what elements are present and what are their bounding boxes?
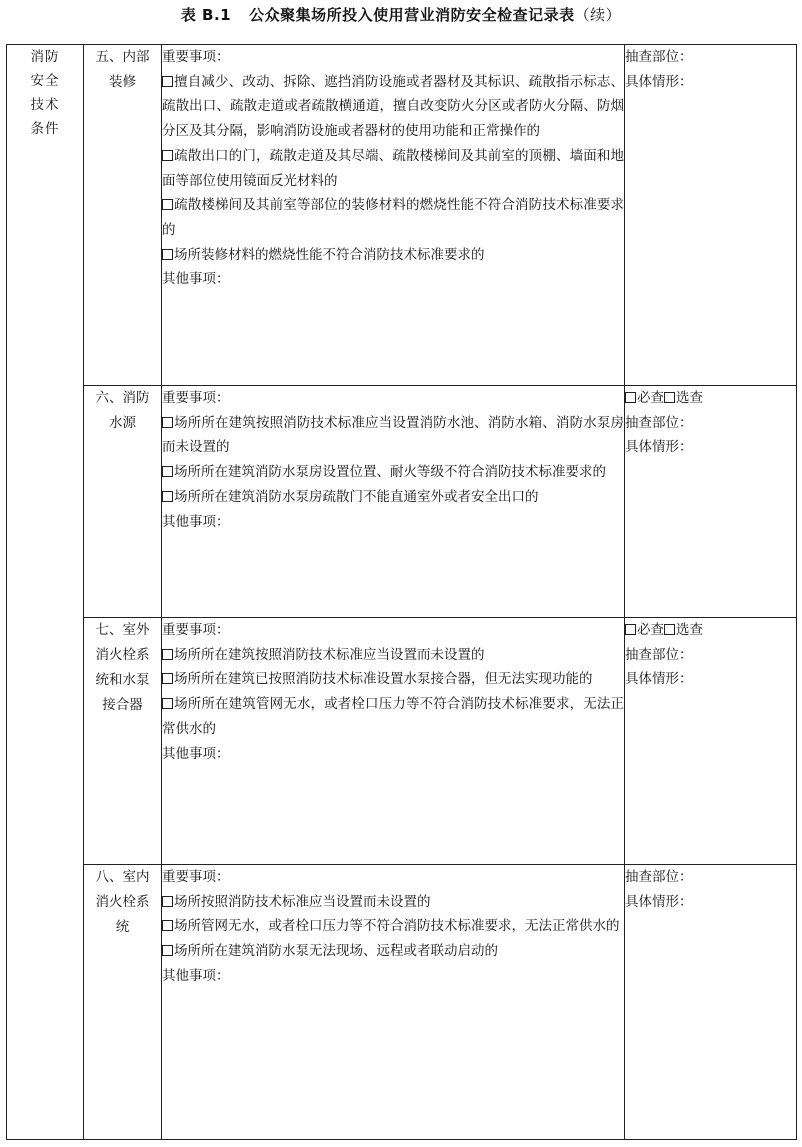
table-number: 表 B.1 (180, 6, 232, 24)
spot-check-cell (625, 45, 797, 386)
checkbox[interactable] (162, 417, 173, 428)
required-checkbox[interactable] (625, 392, 636, 403)
inspection-record-table (6, 44, 797, 1140)
checkbox[interactable] (162, 698, 173, 709)
check-item: 场所所在建筑管网无水，或者栓口压力等不符合消防技术标准要求，无法正常供水的 (162, 696, 624, 737)
check-item: 场所所在建筑按照消防技术标准应当设置而未设置的 (162, 643, 624, 668)
checkbox[interactable] (162, 945, 173, 956)
optional-checkbox[interactable] (664, 392, 675, 403)
major-items-label: 重要事项： (162, 49, 230, 65)
major-items-label: 重要事项： (162, 622, 230, 638)
item-name-cell (84, 865, 162, 1140)
table-title-text: 公众聚集场所投入使用营业消防安全检查记录表 (249, 6, 575, 24)
item-name-cell (84, 618, 162, 865)
spot-check-location-label: 抽查部位： (625, 646, 693, 663)
checkbox[interactable] (162, 249, 173, 260)
checkbox[interactable] (162, 491, 173, 502)
content-cell (162, 386, 625, 618)
spot-check-cell (625, 618, 797, 865)
other-items-label: 其他事项： (162, 967, 230, 984)
check-item: 场所所在建筑按照消防技术标准应当设置消防水池、消防水箱、消防水泵房而未设置的 (162, 414, 624, 456)
specific-situation-label: 具体情形： (625, 439, 693, 456)
category-label: 消防安全技术条件 (30, 49, 60, 137)
other-items-label: 其他事项： (162, 271, 230, 288)
item-name: 五、内部装修 (95, 49, 150, 90)
spot-check-location-label: 抽查部位： (625, 49, 693, 65)
check-item: 场所按照消防技术标准应当设置而未设置的 (162, 890, 624, 915)
content-cell (162, 865, 625, 1140)
item-name: 七、室外消火栓系统和水泵接合器 (95, 622, 150, 713)
item-name: 六、消防水源 (95, 390, 150, 431)
check-item: 场所管网无水，或者栓口压力等不符合消防技术标准要求，无法正常供水的 (162, 914, 624, 939)
optional-checkbox[interactable] (664, 624, 675, 635)
check-item: 擅自减少、改动、拆除、遮挡消防设施或者器材及其标识、疏散指示标志、疏散出口、疏散走道或者疏散横通道，擅自改变防火分区或者防火分隔、防烟分区及其分隔，影响消防设施或者器材的使用功能和正常操作的 (162, 73, 624, 140)
checkbox[interactable] (162, 466, 173, 477)
table-title (0, 4, 802, 25)
specific-situation-label: 具体情形： (625, 73, 693, 90)
checkbox[interactable] (162, 920, 173, 931)
other-items-label: 其他事项： (162, 745, 230, 762)
spot-check-location-label: 抽查部位： (625, 414, 693, 431)
spot-check-cell (625, 386, 797, 618)
check-item: 场所所在建筑已按照消防技术标准设置水泵接合器，但无法实现功能的 (162, 667, 624, 692)
major-items-label: 重要事项： (162, 390, 230, 406)
check-item: 场所所在建筑消防水泵房疏散门不能直通室外或者安全出口的 (162, 485, 624, 510)
table-row (7, 865, 797, 1140)
table-continued-mark: （续） (574, 6, 622, 24)
spot-check-cell (625, 865, 797, 1140)
specific-situation-label: 具体情形： (625, 893, 693, 910)
other-items-label: 其他事项： (162, 513, 230, 530)
checkbox[interactable] (162, 150, 173, 161)
check-item: 场所所在建筑消防水泵无法现场、远程或者联动启动的 (162, 939, 624, 964)
table-row (7, 45, 797, 386)
item-name: 八、室内消火栓系统 (95, 869, 150, 935)
table-row (7, 618, 797, 865)
check-item: 场所所在建筑消防水泵房设置位置、耐火等级不符合消防技术标准要求的 (162, 460, 624, 485)
check-type-options: 必查 选查 (625, 386, 796, 411)
checkbox[interactable] (162, 896, 173, 907)
checkbox[interactable] (162, 76, 173, 87)
check-type-options: 必查 选查 (625, 618, 796, 643)
check-item: 疏散楼梯间及其前室等部位的装修材料的燃烧性能不符合消防技术标准要求的 (162, 197, 624, 238)
specific-situation-label: 具体情形： (625, 671, 693, 688)
checkbox[interactable] (162, 199, 173, 210)
content-cell (162, 618, 625, 865)
category-cell (7, 45, 84, 1140)
check-item: 疏散出口的门，疏散走道及其尽端、疏散楼梯间及其前室的顶棚、墙面和地面等部位使用镜面反光材料的 (162, 147, 624, 189)
item-name-cell (84, 45, 162, 386)
table-row (7, 386, 797, 618)
content-cell (162, 45, 625, 386)
checkbox[interactable] (162, 649, 173, 660)
check-item: 场所装修材料的燃烧性能不符合消防技术标准要求的 (162, 243, 624, 268)
major-items-label: 重要事项： (162, 869, 230, 885)
item-name-cell (84, 386, 162, 618)
spot-check-location-label: 抽查部位： (625, 869, 693, 885)
checkbox[interactable] (162, 673, 173, 684)
required-checkbox[interactable] (625, 624, 636, 635)
